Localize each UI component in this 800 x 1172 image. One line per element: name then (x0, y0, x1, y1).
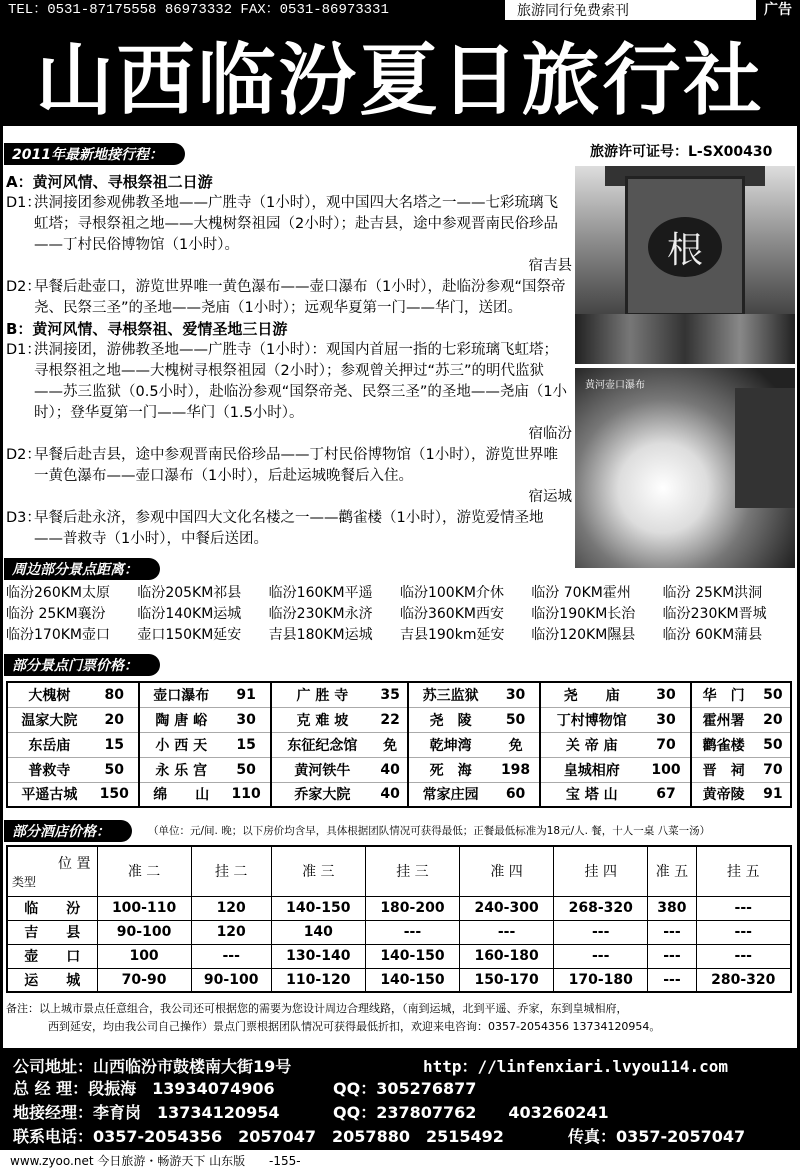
site-price: 80 (91, 682, 139, 707)
site-name: 尧 陵 (408, 707, 492, 732)
site-price: 40 (373, 757, 408, 782)
site-name: 黄帝陵 (691, 782, 756, 807)
hotel-tag: 部分酒店价格： (4, 820, 132, 842)
page-title: 山西临汾夏日旅行社 (35, 36, 765, 126)
site-price: 50 (492, 707, 540, 732)
site-price: 50 (756, 682, 791, 707)
hotel-price: --- (696, 944, 791, 968)
site-name: 小 西 天 (139, 732, 223, 757)
site-name: 乔家大院 (271, 782, 373, 807)
remark (6, 1000, 794, 1036)
site-price: 91 (756, 782, 791, 807)
distance-item: 临汾 70KM霍州 (531, 585, 631, 601)
day-label: D1： (6, 195, 41, 211)
title-banner (0, 22, 800, 126)
corner-bottom: 类型 (12, 874, 37, 889)
distance-item: 临汾190KM长治 (531, 606, 636, 622)
hotel-col-header: 挂 三 (365, 846, 459, 896)
site-price: 67 (642, 782, 690, 807)
site-name: 尧 庙 (540, 682, 642, 707)
table-row (7, 782, 791, 807)
distance-item: 临汾160KM平遥 (268, 585, 373, 601)
waterfall-caption: 黄河壶口瀑布 (585, 380, 645, 391)
hotel-table (6, 845, 792, 993)
hotel-price: --- (648, 920, 696, 944)
table-row (7, 682, 791, 707)
site-price: 40 (373, 782, 408, 807)
distance-row (6, 625, 794, 646)
contact-info: TEL：0531-87175558 86973332 FAX：0531-86973331 (0, 0, 505, 20)
general-manager: 总 经 理：段振海 13934074906 (13, 1079, 275, 1098)
site-price: 20 (91, 707, 139, 732)
hotel-col-header: 准 五 (648, 846, 696, 896)
table-row (7, 968, 791, 992)
site-price: 70 (642, 732, 690, 757)
hotel-price: --- (554, 944, 648, 968)
hotel-price: 140-150 (271, 896, 365, 920)
site-price: 15 (223, 732, 271, 757)
footer-text: www.zyoo.net 今日旅游・畅游天下 山东版 (10, 1154, 246, 1168)
company-address: 公司地址：山西临汾市鼓楼南大街19号 (13, 1057, 292, 1076)
site-price: 免 (373, 732, 408, 757)
hotel-price: --- (554, 920, 648, 944)
tour-title: A：黄河风情、寻根祭祖二日游 (6, 173, 213, 191)
hotel-city: 临 汾 (7, 896, 97, 920)
hotel-price: 280-320 (696, 968, 791, 992)
itinerary-header (4, 143, 185, 165)
site-price: 70 (756, 757, 791, 782)
site-name: 丁村博物馆 (540, 707, 642, 732)
hotel-price: --- (648, 968, 696, 992)
site-name: 克 难 坡 (271, 707, 373, 732)
site-price: 30 (223, 707, 271, 732)
hotel-price: --- (696, 896, 791, 920)
hotel-price: --- (191, 944, 271, 968)
distance-item: 临汾120KM隰县 (531, 627, 636, 643)
distance-item: 临汾 60KM蒲县 (662, 627, 763, 643)
tour-title: B：黄河风情、寻根祭祖、爱情圣地三日游 (6, 320, 288, 338)
remark-line-1: 备注：以上城市景点任意组合，我公司还可根据您的需要为您设计周边合理线路，（南到运城，北到平遥、乔家，东到皇城相府， (6, 1002, 628, 1015)
site-price: 50 (223, 757, 271, 782)
photo-sign: 根 (648, 217, 722, 277)
hotel-price: 240-300 (460, 896, 554, 920)
day-lodging: 宿吉县 (528, 258, 572, 274)
site-price: 110 (223, 782, 271, 807)
site-name: 壶口瀑布 (139, 682, 223, 707)
distance-item: 临汾 25KM洪洞 (662, 585, 763, 601)
distance-item: 临汾230KM晋城 (662, 606, 767, 622)
table-row (7, 732, 791, 757)
site-price: 30 (492, 682, 540, 707)
hotel-price: 90-100 (191, 968, 271, 992)
site-name: 宝 塔 山 (540, 782, 642, 807)
hotel-price: 140-150 (365, 944, 459, 968)
distance-item: 临汾205KM祁县 (137, 585, 242, 601)
site-price: 15 (91, 732, 139, 757)
site-name: 绵 山 (139, 782, 223, 807)
itinerary (6, 172, 572, 550)
site-name: 苏三监狱 (408, 682, 492, 707)
company-info (3, 1048, 797, 1150)
license-number: 旅游许可证号：L-SX00430 (590, 144, 773, 160)
day-label: D3： (6, 510, 41, 526)
hotel-price: 90-100 (97, 920, 191, 944)
site-name: 广 胜 寺 (271, 682, 373, 707)
distance-list (6, 583, 794, 646)
distance-row (6, 604, 794, 625)
hotel-price: 140-150 (365, 968, 459, 992)
site-name: 东岳庙 (7, 732, 91, 757)
hotel-header-row (7, 846, 791, 896)
hotel-price: --- (365, 920, 459, 944)
hotel-city: 运 城 (7, 968, 97, 992)
hotel-price: 120 (191, 896, 271, 920)
tour-day (6, 193, 572, 277)
ticket-tag: 部分景点门票价格： (4, 654, 160, 676)
hotel-price: 170-180 (554, 968, 648, 992)
hotel-price: 268-320 (554, 896, 648, 920)
site-name: 黄河铁牛 (271, 757, 373, 782)
hotel-note: （单位：元/间. 晚；以下房价均含早，具体根据团队情况可获得最低；正餐最低标准为18元/人. 餐，十人一桌 八菜一汤） (148, 825, 711, 837)
site-name: 永 乐 宫 (139, 757, 223, 782)
remark-line-2: 西到延安，均由我公司自己操作）景点门票根据团队情况可获得最低折扣，欢迎来电咨询：0357-2054356 13734120954。 (48, 1020, 661, 1033)
distance-item: 临汾360KM西安 (399, 606, 504, 622)
local-manager: 地接经理：李育岗 13734120954 (13, 1103, 280, 1122)
tour-day (6, 277, 572, 319)
corner-cell (7, 846, 97, 896)
hotel-city: 壶 口 (7, 944, 97, 968)
distance-tag: 周边部分景点距离： (4, 558, 160, 580)
site-name: 乾坤湾 (408, 732, 492, 757)
day-label: D2： (6, 447, 41, 463)
site-price: 30 (642, 707, 690, 732)
day-text: 洪洞接团参观佛教圣地——广胜寺（1小时），观中国四大名塔之一——七彩琉璃飞虹塔；寻根祭祖之地——大槐树祭祖园（2小时）；赴吉县，途中参观晋南民俗珍品——丁村民俗博物馆（1小时）。 (34, 195, 558, 253)
table-row (7, 920, 791, 944)
site-price: 50 (756, 732, 791, 757)
site-price: 30 (642, 682, 690, 707)
distance-item: 临汾100KM介休 (399, 585, 504, 601)
day-text: 早餐后赴壶口，游览世界唯一黄色瀑布——壶口瀑布（1小时），赴临汾参观“国祭帝尧、民祭三圣”的圣地——尧庙（1小时）；远观华夏第一门——华门，送团。 (34, 279, 566, 316)
site-price: 22 (373, 707, 408, 732)
site-name: 华 门 (691, 682, 756, 707)
hotel-price: 70-90 (97, 968, 191, 992)
day-text: 早餐后赴永济，参观中国四大文化名楼之一——鹳雀楼（1小时），游览爱情圣地——普救寺（1小时），中餐后送团。 (34, 510, 544, 547)
day-lodging: 宿运城 (528, 489, 572, 505)
company-fax: 传真：0357-2057047 (568, 1127, 746, 1146)
footer (0, 1150, 800, 1172)
site-price: 100 (642, 757, 690, 782)
day-lodging: 宿临汾 (528, 426, 572, 442)
site-name: 鹳雀楼 (691, 732, 756, 757)
table-row (7, 944, 791, 968)
tour-day (6, 445, 572, 508)
tour-day (6, 508, 572, 550)
day-label: D2： (6, 279, 41, 295)
site-price: 198 (492, 757, 540, 782)
ticket-header (4, 654, 160, 676)
site-price: 50 (91, 757, 139, 782)
site-price: 150 (91, 782, 139, 807)
site-name: 普救寺 (7, 757, 91, 782)
hotel-price: --- (460, 920, 554, 944)
distance-item: 吉县190km延安 (399, 627, 505, 643)
site-name: 陶 唐 峪 (139, 707, 223, 732)
table-row (7, 707, 791, 732)
site-name: 死 海 (408, 757, 492, 782)
page-number: -155- (269, 1154, 301, 1168)
site-name: 平遥古城 (7, 782, 91, 807)
distance-item: 临汾140KM运城 (137, 606, 242, 622)
day-text: 洪洞接团，游佛教圣地——广胜寺（1小时）：观国内首屈一指的七彩琉璃飞虹塔；寻根祭祖之地——大槐树寻根祭祖园（2小时）；参观曾关押过“苏三”的明代监狱——苏三监狱（0.5小时），赴临汾参观“国祭帝尧、民祭三圣”的圣地——尧庙（1小时）；登华夏第一门——华门（1.5小时）。 (34, 342, 568, 421)
itinerary-tag: 2011年最新地接行程： (4, 143, 185, 165)
hotel-price: 160-180 (460, 944, 554, 968)
site-name: 温家大院 (7, 707, 91, 732)
day-label: D1： (6, 342, 41, 358)
hotel-col-header: 挂 二 (191, 846, 271, 896)
hotel-col-header: 挂 五 (696, 846, 791, 896)
table-row (7, 757, 791, 782)
hotel-price: 130-140 (271, 944, 365, 968)
distance-item: 壶口150KM延安 (137, 627, 242, 643)
free-catalog-text: 旅游同行免费索刊 (517, 3, 629, 19)
table-row (7, 896, 791, 920)
site-name: 霍州署 (691, 707, 756, 732)
site-price: 20 (756, 707, 791, 732)
hotel-price: 100 (97, 944, 191, 968)
hotel-city: 吉 县 (7, 920, 97, 944)
hotel-col-header: 准 三 (271, 846, 365, 896)
manager-qq: QQ：305276877 (333, 1079, 477, 1098)
hotel-price: 150-170 (460, 968, 554, 992)
site-name: 皇城相府 (540, 757, 642, 782)
hotel-price: --- (648, 944, 696, 968)
day-text: 早餐后赴吉县，途中参观晋南民俗珍品——丁村民俗博物馆（1小时），游览世界唯一黄色瀑布——壶口瀑布（1小时），后赴运城晚餐后入住。 (34, 447, 558, 484)
site-price: 60 (492, 782, 540, 807)
hotel-price: 180-200 (365, 896, 459, 920)
tour-day (6, 340, 572, 445)
site-name: 大槐树 (7, 682, 91, 707)
corner-top: 位 置 (58, 855, 91, 872)
site-price: 免 (492, 732, 540, 757)
hotel-price: 380 (648, 896, 696, 920)
root-temple-photo (575, 166, 795, 364)
waterfall-photo (575, 368, 795, 568)
hotel-header (4, 820, 132, 842)
local-manager-qq: QQ：237807762 403260241 (333, 1103, 609, 1122)
hotel-col-header: 准 四 (460, 846, 554, 896)
distance-item: 临汾260KM太原 (6, 585, 110, 601)
hotel-col-header: 准 二 (97, 846, 191, 896)
company-url: http：//linfenxiari.lvyou114.com (423, 1057, 728, 1076)
distance-row (6, 583, 794, 604)
hotel-price: 140 (271, 920, 365, 944)
site-name: 晋 祠 (691, 757, 756, 782)
site-name: 关 帝 庙 (540, 732, 642, 757)
hotel-price: --- (696, 920, 791, 944)
ticket-table (6, 681, 792, 808)
site-price: 35 (373, 682, 408, 707)
hotel-col-header: 挂 四 (554, 846, 648, 896)
hotel-price: 100-110 (97, 896, 191, 920)
distance-item: 临汾 25KM襄汾 (6, 606, 106, 622)
site-price: 91 (223, 682, 271, 707)
hotel-price: 110-120 (271, 968, 365, 992)
distance-item: 吉县180KM运城 (268, 627, 373, 643)
hotel-price: 120 (191, 920, 271, 944)
ad-label: 广告 (756, 0, 800, 20)
site-name: 东征纪念馆 (271, 732, 373, 757)
distance-header (4, 558, 160, 580)
contact-phones: 联系电话：0357-2054356 2057047 2057880 2515492 (13, 1127, 504, 1146)
distance-item: 临汾230KM永济 (268, 606, 373, 622)
distance-item: 临汾170KM壶口 (6, 627, 110, 643)
site-name: 常家庄园 (408, 782, 492, 807)
